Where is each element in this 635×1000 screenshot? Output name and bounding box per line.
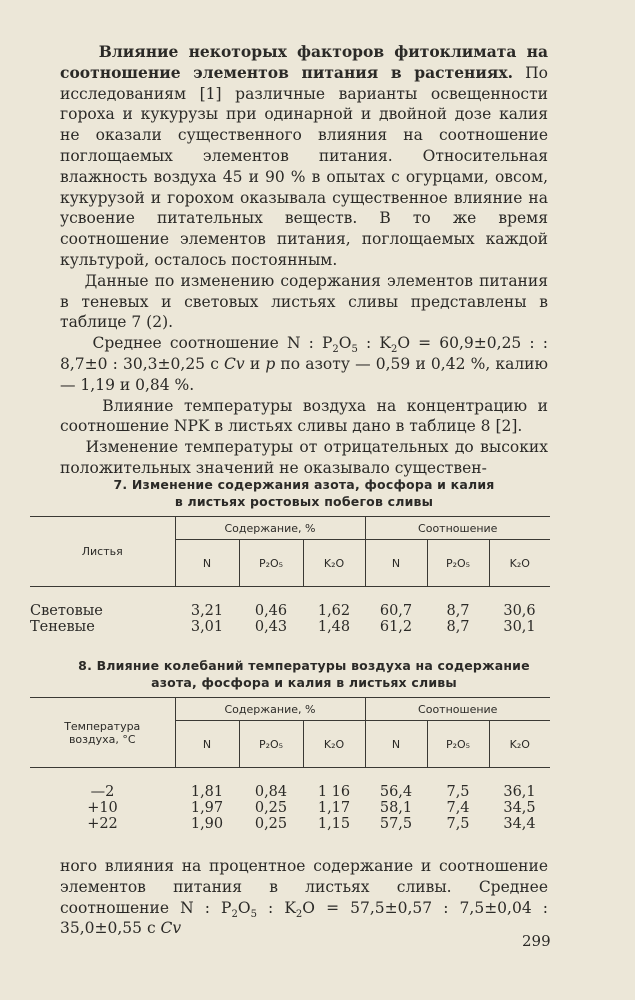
paragraph-5-text: Изменение температуры от отрицательных до высоких положительных значений не оказывало существен-: [60, 438, 548, 477]
row-label: +10: [87, 800, 118, 816]
cell: 0,43: [254, 619, 288, 635]
row-label: Теневые: [30, 619, 95, 635]
p3-sub-2a: 2: [332, 344, 339, 356]
table-7-sub-k2o: K₂O: [303, 540, 365, 587]
table-7-group-ratio: Соотношение: [365, 517, 550, 540]
table-7-caption-line-1: 7. Изменение содержания азота, фосфора и калия: [113, 477, 495, 492]
table-8-col-label-line-2: воздуха, °С: [68, 732, 136, 746]
p3-e: и: [244, 354, 266, 373]
table-7-caption: [60, 476, 548, 510]
table-row: [30, 816, 550, 832]
table-8-sub-n-ratio: N: [365, 721, 427, 768]
p3-a: Среднее соотношение N : P: [92, 334, 333, 353]
table-row: [30, 603, 550, 619]
table-7-caption-line-2: в листьях ростовых побегов сливы: [174, 494, 434, 509]
paragraph-2-text: Данные по изменению содержания элементов питания в теневых и световых листьях сливы представлены в таблице 7 (2).: [60, 271, 548, 332]
table-8-caption: [60, 657, 548, 691]
cell: 34,5: [503, 800, 536, 816]
table-row: [30, 619, 550, 635]
cell: 30,6: [503, 603, 536, 619]
paragraph-3: [60, 333, 548, 395]
p3-d: O = 60,9±0,25 : : 8,7±0 : 30,3±0,25 с: [60, 334, 548, 373]
cell: 30,1: [503, 619, 536, 635]
table-8-group-ratio: Соотношение: [365, 698, 550, 721]
cell: 3,01: [190, 619, 224, 635]
top-text: [60, 42, 548, 479]
table-7-sub-p2o5: P₂O₅: [239, 540, 303, 587]
table-8-sub-p2o5-ratio: P₂O₅: [427, 721, 489, 768]
table-8-caption-line-1: 8. Влияние колебаний температуры воздуха на содержание: [78, 658, 530, 673]
table-7-group-content: Содержание, %: [175, 517, 365, 540]
p6-cv: Cv: [160, 919, 182, 938]
paragraph-4: [60, 396, 548, 438]
cell: 8,7: [446, 619, 470, 635]
table-8-group-content: Содержание, %: [175, 698, 365, 721]
paragraph-1-body: По исследованиям [1] различные варианты освещенности гороха и кукурузы при одинарной и двойной дозе калия не оказали существенного влияния на соотношение поглощаемых элементов питания. Относительная влажность воздуха 45 и 90 % в опытах с огурцами, овсом, кукурузой и горохом оказывала существенное влияние на усвоение питательных веществ. В то же время соотношение элементов питания, поглощаемых каждой культурой, осталось постоянным.: [60, 63, 549, 269]
row-label: Световые: [30, 603, 103, 619]
p3-f: по азоту — 0,59 и 0,42 %, калию — 1,19 и 0,84 %.: [60, 354, 549, 394]
cell: 58,1: [379, 800, 413, 816]
table-8-col-label: [30, 698, 175, 768]
table-7-sub-k2o-ratio: K₂O: [489, 540, 550, 587]
cell: 57,5: [379, 816, 413, 832]
cell: 1,81: [190, 784, 224, 800]
cell: 1 16: [317, 784, 351, 800]
table-8-caption-line-2: азота, фосфора и калия в листьях сливы: [151, 675, 457, 690]
table-8-sub-k2o-ratio: K₂O: [489, 721, 550, 768]
cell: 0,46: [254, 603, 288, 619]
p6-sub-2a: 2: [231, 908, 238, 920]
paragraph-4-text: Влияние температуры воздуха на концентрацию и соотношение NPK в листьях сливы дано в таблице 8 [2].: [60, 396, 548, 436]
bottom-text: [60, 856, 548, 939]
table-7-col-label: Листья: [30, 517, 175, 587]
paragraph-5: [60, 437, 548, 479]
cell: 0,25: [254, 816, 288, 832]
table-7-sub-n-ratio: N: [365, 540, 427, 587]
paragraph-1: [60, 42, 548, 271]
table-7: [30, 516, 550, 635]
p3-cv: Cv: [224, 354, 245, 373]
cell: 56,4: [379, 784, 413, 800]
cell: 1,90: [190, 816, 224, 832]
p6-b: O: [237, 898, 251, 917]
p3-c: : K: [357, 334, 391, 353]
page-number: 299: [522, 932, 551, 950]
table-8: [30, 697, 550, 832]
table-7-sub-p2o5-ratio: P₂O₅: [427, 540, 489, 587]
cell: 61,2: [379, 619, 413, 635]
cell: 34,4: [503, 816, 536, 832]
cell: 7,5: [446, 784, 470, 800]
cell: 7,4: [446, 800, 470, 816]
table-8-sub-p2o5: P₂O₅: [239, 721, 303, 768]
cell: 7,5: [446, 816, 470, 832]
cell: 60,7: [379, 603, 413, 619]
table-row: [30, 784, 550, 800]
paragraph-2: [60, 271, 548, 333]
p3-b: O: [338, 334, 352, 353]
table-row: [30, 800, 550, 816]
table-8-sub-k2o: K₂O: [303, 721, 365, 768]
p6-sub-5: 5: [250, 908, 257, 920]
cell: 1,15: [317, 816, 351, 832]
table-7-sub-n: N: [175, 540, 239, 587]
table-8-col-label-line-1: Температура: [64, 719, 141, 733]
p6-sub-2b: 2: [295, 908, 303, 920]
p6-d: O = 57,5±0,57 : 7,5±0,04 : 35,0±0,55 с: [60, 898, 548, 938]
p6-a: ного влияния на процентное содержание и соотношение элементов питания в листьях сливы. Среднее соотношение N : P: [60, 857, 548, 917]
section-heading: Влияние некоторых факторов фитоклимата на соотношение элементов питания в растениях.: [60, 42, 548, 82]
cell: 1,17: [317, 800, 351, 816]
p6-c: : K: [256, 898, 296, 917]
cell: 1,97: [190, 800, 224, 816]
cell: 0,25: [254, 800, 288, 816]
cell: 3,21: [190, 603, 224, 619]
row-label: —2: [90, 784, 115, 800]
table-8-sub-n: N: [175, 721, 239, 768]
cell: 1,48: [317, 619, 351, 635]
paragraph-6: [60, 856, 548, 939]
p3-p: p: [265, 354, 276, 373]
p3-sub-5: 5: [351, 344, 358, 356]
cell: 36,1: [503, 784, 536, 800]
cell: 8,7: [446, 603, 470, 619]
cell: 0,84: [254, 784, 288, 800]
p3-sub-2b: 2: [390, 344, 398, 356]
row-label: +22: [87, 816, 118, 832]
cell: 1,62: [317, 603, 351, 619]
